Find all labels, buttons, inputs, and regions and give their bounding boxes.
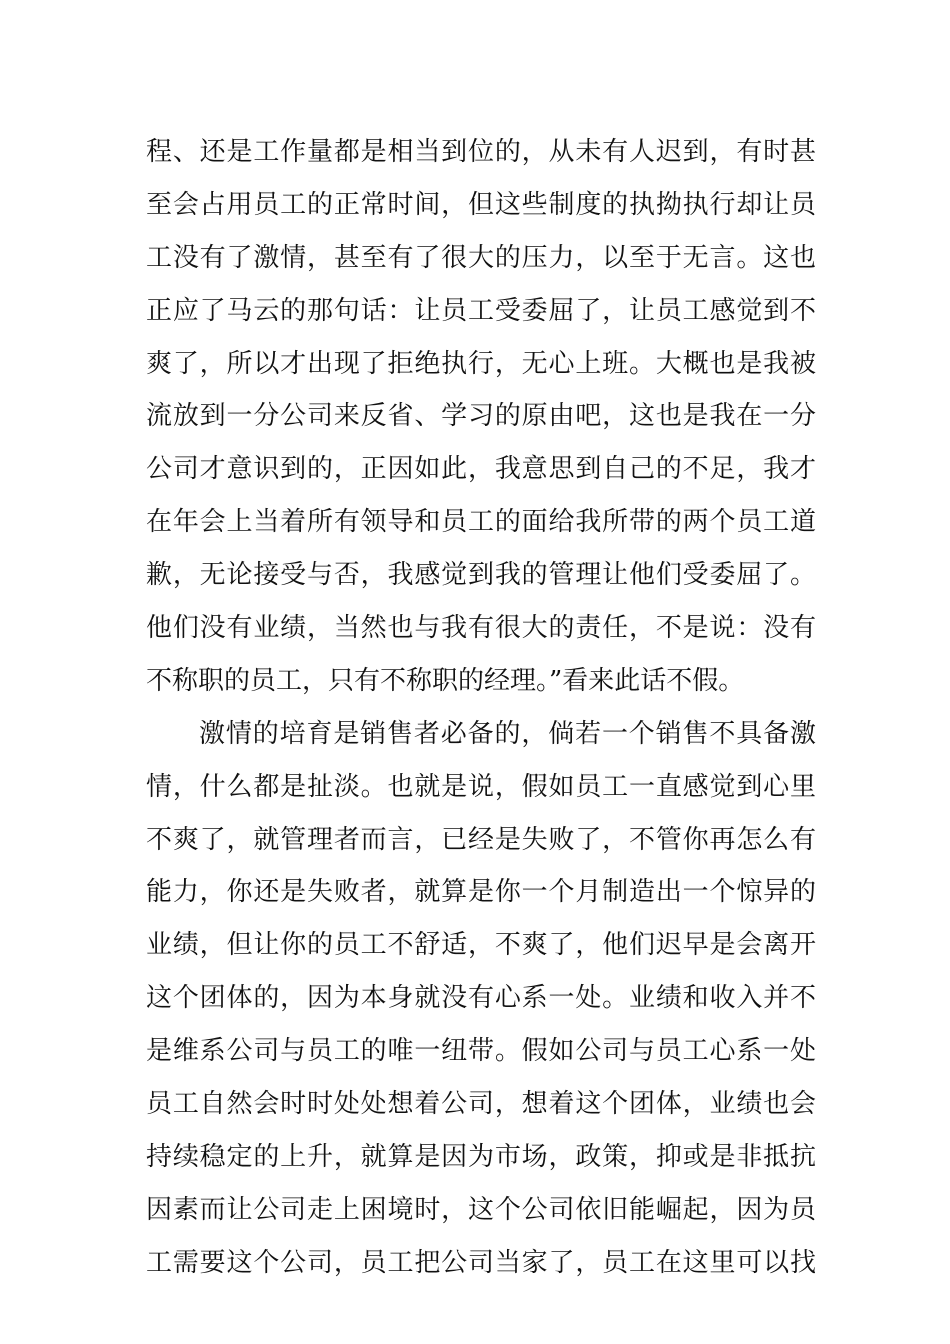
text-line: 正应了马云的那句话：让员工受委屈了，让员工感觉到不: [146, 295, 816, 326]
paragraph-start-line: 激情的培育是销售者必备的，倘若一个销售不具备激: [199, 718, 816, 749]
text-line: 他们没有业绩，当然也与我有很大的责任，不是说：没有: [146, 613, 816, 644]
text-line: 情，什么都是扯淡。也就是说，假如员工一直感觉到心里: [146, 771, 816, 802]
text-line: 持续稳定的上升，就算是因为市场，政策，抑或是非抵抗: [146, 1141, 816, 1172]
text-line: 是维系公司与员工的唯一纽带。假如公司与员工心系一处: [146, 1036, 816, 1067]
text-line: 因素而让公司走上困境时，这个公司依旧能崛起，因为员: [146, 1194, 816, 1225]
text-line: 能力，你还是失败者，就算是你一个月制造出一个惊异的: [146, 877, 816, 908]
text-line: 公司才意识到的，正因如此，我意思到自己的不足，我才: [146, 454, 816, 485]
text-line: 员工自然会时时处处想着公司，想着这个团体，业绩也会: [146, 1089, 816, 1120]
body-text: [146, 126, 816, 1290]
text-line: 至会占用员工的正常时间，但这些制度的执拗执行却让员: [146, 189, 816, 220]
text-line: 歉，无论接受与否，我感觉到我的管理让他们受委屈了。: [146, 560, 816, 591]
text-line: 业绩，但让你的员工不舒适，不爽了，他们迟早是会离开: [146, 930, 816, 961]
text-line: 工需要这个公司，员工把公司当家了，员工在这里可以找: [146, 1247, 816, 1278]
text-line: 流放到一分公司来反省、学习的原由吧，这也是我在一分: [146, 401, 816, 432]
paragraph-end-line: 不称职的员工，只有不称职的经理。”看来此话不假。: [146, 665, 745, 696]
text-line: 工没有了激情，甚至有了很大的压力，以至于无言。这也: [146, 242, 816, 273]
text-line: 在年会上当着所有领导和员工的面给我所带的两个员工道: [146, 507, 816, 538]
text-line: 程、还是工作量都是相当到位的，从未有人迟到，有时甚: [146, 137, 816, 167]
text-line: 这个团体的，因为本身就没有心系一处。业绩和收入并不: [146, 983, 816, 1014]
text-line: 不爽了，就管理者而言，已经是失败了，不管你再怎么有: [146, 824, 816, 855]
text-line: 爽了，所以才出现了拒绝执行，无心上班。大概也是我被: [146, 348, 816, 379]
